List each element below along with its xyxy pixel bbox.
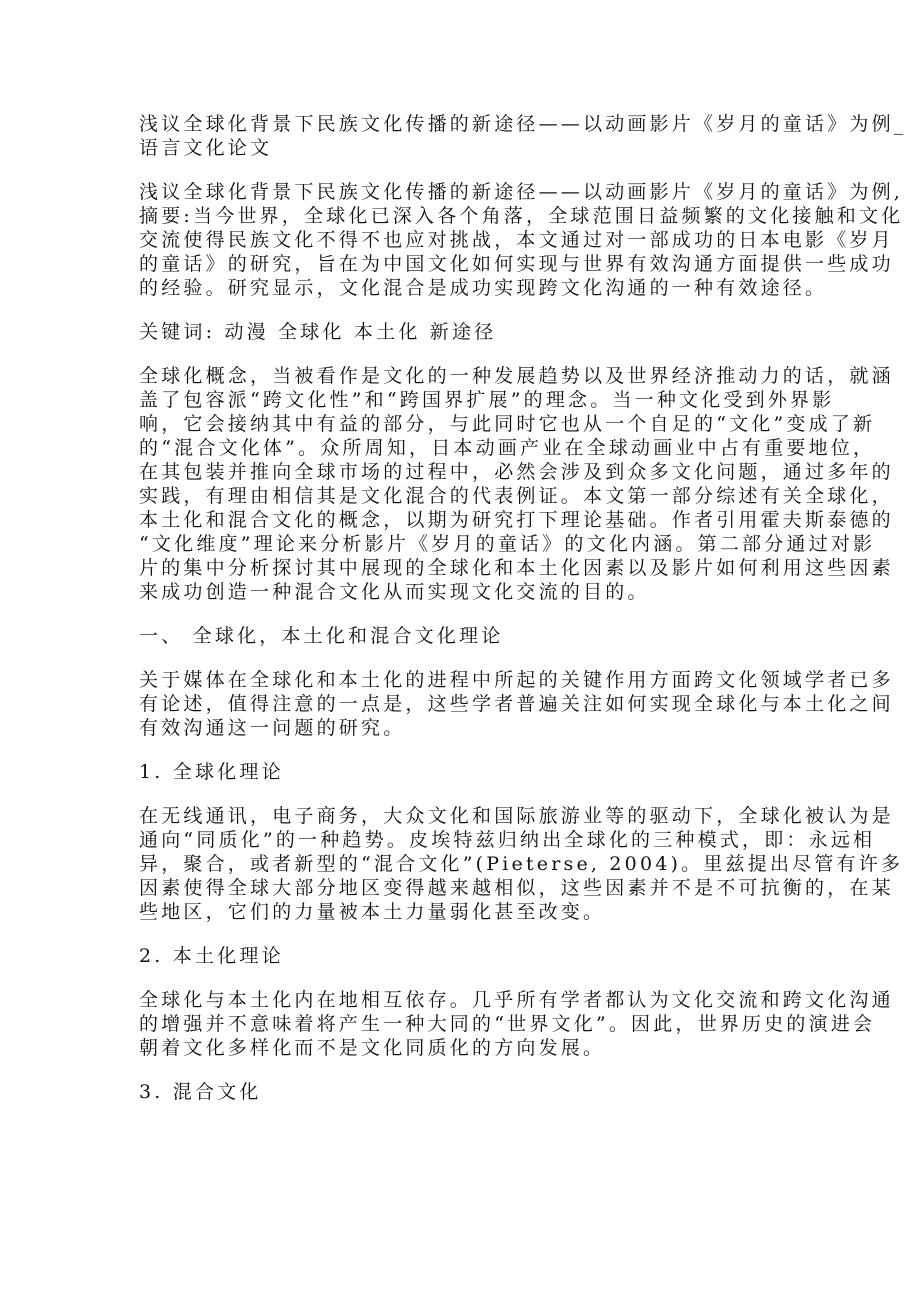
subsection-1-heading: [139, 760, 799, 784]
text-line: 有论述，值得注意的一点是，这些学者普遍关注如何实现全球化与本土化之间: [139, 693, 894, 715]
text-line: 关于媒体在全球化和本土化的进程中所起的关键作用方面跨文化领域学者已多: [139, 669, 894, 691]
text-line: 2. 本土化理论: [139, 945, 284, 967]
text-line: 全球化概念，当被看作是文化的一种发展趋势以及世界经济推动力的话，就涵: [139, 365, 894, 387]
text-line: 全球化与本土化内在地相互依存。几乎所有学者都认为文化交流和跨文化沟通: [139, 989, 894, 1011]
abstract: [139, 180, 904, 300]
text-line: 片的集中分析探讨其中展现的全球化和本土化因素以及影片如何利用这些因素: [139, 557, 894, 579]
text-line: 的“混合文化体”。众所周知，日本动画产业在全球动画业中占有重要地位，: [139, 437, 876, 459]
text-line: 些地区，它们的力量被本土力量弱化甚至改变。: [139, 901, 606, 923]
section-1-heading: [139, 624, 799, 648]
document-body: [139, 112, 907, 1124]
text-line: 异，聚合，或者新型的“混合文化”(Pieterse, 2004)。里兹提出尽管有许多: [139, 853, 904, 875]
text-line: 一、 全球化，本土化和混合文化理论: [139, 625, 504, 647]
subsection-2-paragraph: [139, 988, 894, 1060]
text-line: 在无线通讯，电子商务，大众文化和国际旅游业等的驱动下，全球化被认为是: [139, 805, 894, 827]
subsection-1-paragraph: [139, 804, 904, 924]
text-line: 关键词: 动漫 全球化 本土化 新途径: [139, 321, 497, 343]
text-line: 的经验。研究显示，文化混合是成功实现跨文化沟通的一种有效途径。: [139, 277, 828, 299]
document-title: [139, 112, 907, 160]
text-line: 响，它会接纳其中有益的部分，与此同时它也从一个自足的“文化”变成了新: [139, 413, 876, 435]
text-line: 因素使得全球大部分地区变得越来越相似，这些因素并不是不可抗衡的，在某: [139, 877, 894, 899]
text-line: 交流使得民族文化不得不也应对挑战，本文通过对一部成功的日本电影《岁月: [139, 229, 894, 251]
text-line: 的增强并不意味着将产生一种大同的“世界文化”。因此，世界历史的演进会: [139, 1013, 876, 1035]
section-1-paragraph: [139, 668, 894, 740]
text-line: 盖了包容派“跨文化性”和“跨国界扩展”的理念。当一种文化受到外界影: [139, 389, 835, 411]
text-line: 实践，有理由相信其是文化混合的代表例证。本文第一部分综述有关全球化，: [139, 485, 894, 507]
text-line: 有效沟通这一问题的研究。: [139, 717, 406, 739]
text-line: 通向“同质化”的一种趋势。皮埃特兹归纳出全球化的三种模式，即：永远相: [139, 829, 876, 851]
text-line: 浅议全球化背景下民族文化传播的新途径——以动画影片《岁月的童话》为例,: [139, 181, 904, 203]
text-line: 语言文化论文: [139, 137, 273, 159]
keywords: [139, 320, 799, 344]
text-line: 浅议全球化背景下民族文化传播的新途径——以动画影片《岁月的童话》为例_: [139, 113, 907, 135]
text-line: 1. 全球化理论: [139, 761, 284, 783]
intro-paragraph: [139, 364, 894, 604]
text-line: 来成功创造一种混合文化从而实现文化交流的目的。: [139, 581, 650, 603]
subsection-2-heading: [139, 944, 799, 968]
text-line: 朝着文化多样化而不是文化同质化的方向发展。: [139, 1037, 606, 1059]
text-line: 3. 混合文化: [139, 1081, 262, 1103]
text-line: 的童话》的研究，旨在为中国文化如何实现与世界有效沟通方面提供一些成功: [139, 253, 894, 275]
text-line: “文化维度”理论来分析影片《岁月的童话》的文化内涵。第二部分通过对影: [139, 533, 876, 555]
subsection-3-heading: [139, 1080, 799, 1104]
text-line: 本土化和混合文化的概念，以期为研究打下理论基础。作者引用霍夫斯泰德的: [139, 509, 894, 531]
text-line: 摘要:当今世界，全球化已深入各个角落，全球范围日益频繁的文化接触和文化: [139, 205, 904, 227]
text-line: 在其包装并推向全球市场的过程中，必然会涉及到众多文化问题，通过多年的: [139, 461, 894, 483]
